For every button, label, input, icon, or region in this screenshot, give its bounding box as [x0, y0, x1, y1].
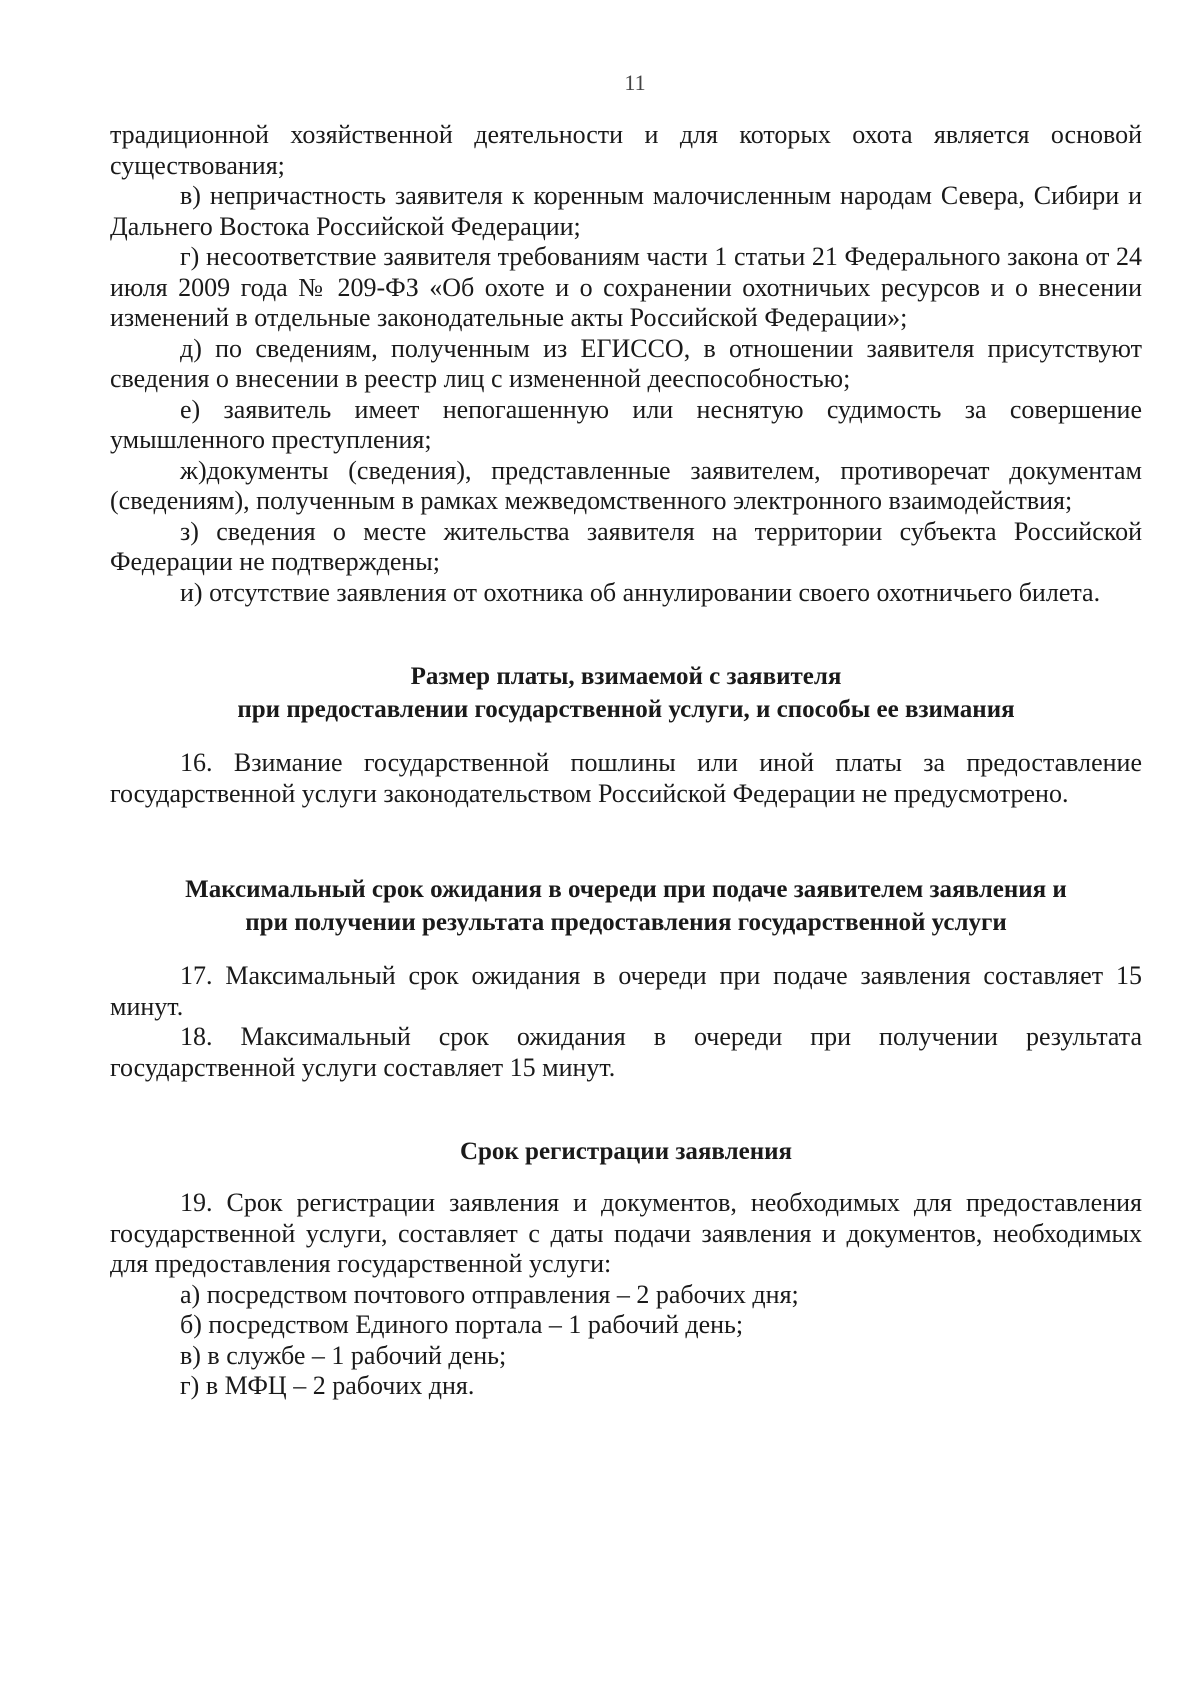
section-heading-queue-line1: Максимальный срок ожидания в очереди при подаче заявителем заявления и [185, 876, 1067, 903]
paragraph-18: 18. Максимальный срок ожидания в очереди при получении результата государственной услуги составляет 15 минут. [110, 1022, 1142, 1082]
paragraph-19: 19. Срок регистрации заявления и документов, необходимых для предоставления государственной услуги, составляет с даты подачи заявления и документов, необходимых для предоставления государственной услуги: [110, 1188, 1142, 1278]
list-item-v: в) непричастность заявителя к коренным малочисленным народам Севера, Сибири и Дальнего Востока Российской Федерации; [110, 181, 1142, 241]
registration-item-a: а) посредством почтового отправления – 2 рабочих дня; [180, 1279, 799, 1309]
paragraph-16: 16. Взимание государственной пошлины или иной платы за предоставление государственной услуги законодательством Российской Федерации не предусмотрено. [110, 748, 1142, 808]
section-heading-fee-line2: при предоставлении государственной услуги, и способы ее взимания [237, 696, 1015, 723]
paragraph-17: 17. Максимальный срок ожидания в очереди при подаче заявления составляет 15 минут. [110, 961, 1142, 1021]
list-item-e: е) заявитель имеет непогашенную или неснятую судимость за совершение умышленного преступления; [110, 394, 1142, 454]
list-item-g: г) несоответствие заявителя требованиям части 1 статьи 21 Федерального закона от 24 июля 2009 года № 209-ФЗ «Об охоте и о сохранении охотничьих ресурсов и о внесении изменений в отдельные законодательные акты Российской Федерации»; [110, 242, 1142, 332]
paragraph-continuation: традиционной хозяйственной деятельности и для которых охота является основой существования; [110, 120, 1142, 180]
page-number: 11 [624, 70, 646, 95]
list-item-zh: ж)документы (сведения), представленные заявителем, противоречат документам (сведениям), полученным в рамках межведомственного электронного взаимодействия; [110, 455, 1142, 515]
section-heading-fee-line1: Размер платы, взимаемой с заявителя [410, 663, 842, 690]
registration-item-b: б) посредством Единого портала – 1 рабочий день; [180, 1310, 744, 1339]
list-item-d: д) по сведениям, полученным из ЕГИССО, в отношении заявителя присутствуют сведения о внесении в реестр лиц с измененной дееспособностью; [110, 333, 1142, 393]
registration-item-g: г) в МФЦ – 2 рабочих дня. [180, 1371, 475, 1400]
list-item-z: з) сведения о месте жительства заявителя на территории субъекта Российской Федерации не подтверждены; [110, 516, 1142, 576]
section-heading-queue-line2: при получении результата предоставления государственной услуги [245, 909, 1007, 936]
registration-item-v: в) в службе – 1 рабочий день; [180, 1340, 507, 1370]
list-item-i: и) отсутствие заявления от охотника об аннулировании своего охотничьего билета. [180, 577, 1101, 607]
section-heading-registration: Срок регистрации заявления [459, 1138, 793, 1165]
document-body [110, 120, 1142, 1402]
